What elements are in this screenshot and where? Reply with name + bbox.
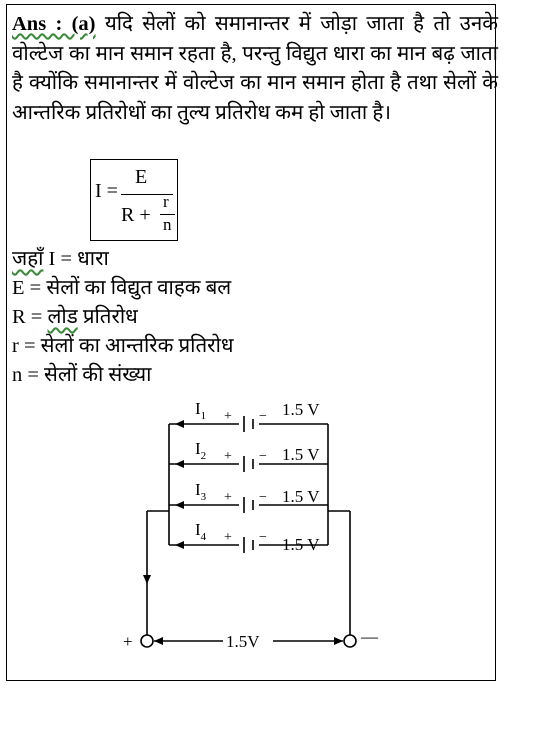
answer-box <box>6 4 496 388</box>
positive-terminal <box>141 635 153 647</box>
cell-1-minus-sign: − <box>259 409 267 424</box>
definition-r-word: लोड <box>47 306 78 328</box>
branch-2-current-label: $I_2$ <box>195 439 207 462</box>
answer-label: Ans : (a) <box>12 13 96 35</box>
branch-4-voltage-label: 1.5 V <box>282 535 320 554</box>
cell-1-plus-sign: + <box>224 409 232 424</box>
voltage-arrow-left-head-icon <box>154 637 163 645</box>
circuit-box <box>6 388 496 681</box>
output-voltage-label: 1.5V <box>226 632 260 651</box>
definition-r-suffix: प्रतिरोध <box>77 306 138 328</box>
definition-n: n = सेलों की संख्या <box>12 364 152 386</box>
cell-4-plus-sign: + <box>224 530 232 545</box>
negative-terminal <box>344 635 356 647</box>
definition-r-prefix: R = <box>12 306 48 328</box>
formula-sub-numerator: r <box>163 192 169 211</box>
cell-2-minus-sign: − <box>259 449 267 464</box>
branch-3-current-arrow-icon <box>175 501 184 509</box>
branch-1-current-label: $I_1$ <box>195 399 207 422</box>
positive-terminal-label: + <box>123 632 133 651</box>
branch-1-current-arrow-icon <box>175 420 184 428</box>
definition-i <box>12 245 109 274</box>
formula-lhs: I = <box>95 180 118 202</box>
branch-1-voltage-label: 1.5 V <box>282 400 320 419</box>
voltage-arrow-right-head-icon <box>334 637 343 645</box>
formula-denominator: R + <box>121 204 151 226</box>
branch-4-current-arrow-icon <box>175 541 184 549</box>
definition-intro-rest: I = धारा <box>43 248 109 270</box>
negative-terminal-label: — <box>361 627 378 646</box>
output-current-arrow-icon <box>143 575 151 584</box>
branch-2-current-arrow-icon <box>175 460 184 468</box>
cell-3-minus-sign: − <box>259 490 267 505</box>
parallel-cells-circuit-diagram <box>7 388 497 681</box>
definition-intro-word: जहाँ <box>12 248 44 270</box>
formula-sub-denominator: n <box>163 215 172 234</box>
formula-box <box>90 159 178 241</box>
cell-3-plus-sign: + <box>224 490 232 505</box>
branch-3-current-label: $I_3$ <box>195 480 207 503</box>
branch-3-voltage-label: 1.5 V <box>282 487 320 506</box>
formula-numerator: E <box>135 166 148 188</box>
definition-internal-r: r = सेलों का आन्तरिक प्रतिरोध <box>12 335 234 357</box>
cell-2-plus-sign: + <box>224 449 232 464</box>
definition-load-r <box>12 303 138 332</box>
branch-4-current-label: $I_4$ <box>195 520 207 543</box>
cell-4-minus-sign: − <box>259 530 267 545</box>
definition-e: E = सेलों का विद्युत वाहक बल <box>12 277 232 299</box>
answer-paragraph <box>12 10 498 128</box>
branch-2-voltage-label: 1.5 V <box>282 445 320 464</box>
answer-text: यदि सेलों को समानान्तर में जोड़ा जाता है तो उनके वोल्टेज का मान समान रहता है, परन्तु विद्युत धारा का मान बढ़ जाता है क्योंकि समानान्तर में वोल्टेज का मान समान होता है तथा सेलों के आन्तरिक प्रतिरोधों का तुल्य प्रतिरोध कम हो जाता है। <box>12 13 498 124</box>
